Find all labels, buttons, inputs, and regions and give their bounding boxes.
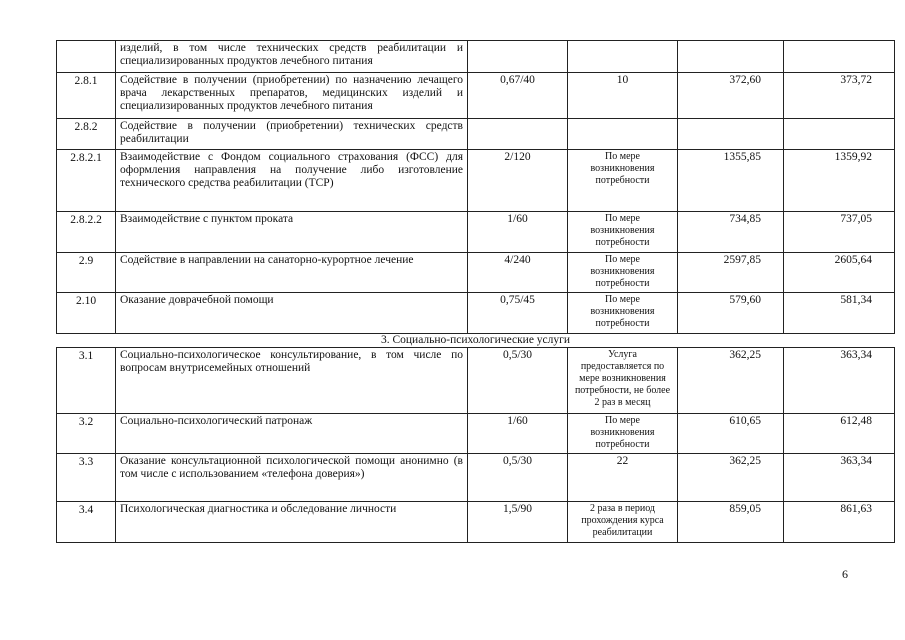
- time-norm: 2/120: [468, 150, 568, 212]
- row-number: 2.8.2.1: [57, 150, 116, 212]
- section-heading: 3. Социально-психологические услуги: [57, 334, 895, 348]
- time-norm: 0,75/45: [468, 293, 568, 334]
- periodicity: [568, 119, 678, 150]
- price-1: 1355,85: [678, 150, 784, 212]
- price-2: [784, 41, 895, 73]
- row-number: 3.1: [57, 348, 116, 414]
- price-1: 610,65: [678, 414, 784, 454]
- table-row: [57, 212, 895, 253]
- table-row: [57, 119, 895, 150]
- row-number: 3.3: [57, 454, 116, 502]
- time-norm: [468, 41, 568, 73]
- price-1: 362,25: [678, 348, 784, 414]
- price-2: 612,48: [784, 414, 895, 454]
- time-norm: [468, 119, 568, 150]
- service-name: Социально-психологическое консультирование, в том числе по вопросам внутрисемейных отношений: [116, 348, 468, 414]
- price-2: [784, 119, 895, 150]
- time-norm: 4/240: [468, 253, 568, 293]
- service-name: Содействие в получении (приобретении) по назначению лечащего врача лекарственных препаратов, медицинских изделий и специализированных продуктов лечебного питания: [116, 73, 468, 119]
- price-2: 373,72: [784, 73, 895, 119]
- price-2: 363,34: [784, 348, 895, 414]
- table-row: [57, 293, 895, 334]
- row-number: 3.4: [57, 502, 116, 543]
- table-row: [57, 41, 895, 73]
- service-name: Содействие в получении (приобретении) технических средств реабилитации: [116, 119, 468, 150]
- periodicity: По мере возникновения потребности: [568, 414, 678, 454]
- price-2: 581,34: [784, 293, 895, 334]
- service-name: Взаимодействие с Фондом социального страхования (ФСС) для оформления направления на получение либо изготовление технического средства реабилитации (ТСР): [116, 150, 468, 212]
- services-table: [56, 40, 895, 543]
- service-name: Социально-психологический патронаж: [116, 414, 468, 454]
- section-row: [57, 334, 895, 348]
- row-number: 2.8.2: [57, 119, 116, 150]
- price-1: 579,60: [678, 293, 784, 334]
- time-norm: 1/60: [468, 414, 568, 454]
- periodicity: По мере возникновения потребности: [568, 293, 678, 334]
- price-1: [678, 119, 784, 150]
- service-name: Оказание доврачебной помощи: [116, 293, 468, 334]
- row-number: 2.10: [57, 293, 116, 334]
- service-name: изделий, в том числе технических средств реабилитации и специализированных продуктов лечебного питания: [116, 41, 468, 73]
- periodicity: По мере возникновения потребности: [568, 150, 678, 212]
- price-1: 2597,85: [678, 253, 784, 293]
- price-2: 363,34: [784, 454, 895, 502]
- service-name: Содействие в направлении на санаторно-курортное лечение: [116, 253, 468, 293]
- row-number: 2.8.2.2: [57, 212, 116, 253]
- time-norm: 1/60: [468, 212, 568, 253]
- periodicity: По мере возникновения потребности: [568, 253, 678, 293]
- price-2: 861,63: [784, 502, 895, 543]
- table-row: [57, 502, 895, 543]
- table-row: [57, 414, 895, 454]
- price-1: 859,05: [678, 502, 784, 543]
- table-row: [57, 150, 895, 212]
- price-2: 1359,92: [784, 150, 895, 212]
- periodicity: 10: [568, 73, 678, 119]
- price-1: 734,85: [678, 212, 784, 253]
- row-number: [57, 41, 116, 73]
- table-row: [57, 454, 895, 502]
- row-number: 2.9: [57, 253, 116, 293]
- service-name: Психологическая диагностика и обследование личности: [116, 502, 468, 543]
- price-2: 2605,64: [784, 253, 895, 293]
- periodicity: [568, 41, 678, 73]
- price-1: 362,25: [678, 454, 784, 502]
- periodicity: По мере возникновения потребности: [568, 212, 678, 253]
- periodicity: Услуга предоставляется по мере возникновения потребности, не более 2 раз в месяц: [568, 348, 678, 414]
- row-number: 2.8.1: [57, 73, 116, 119]
- periodicity: 22: [568, 454, 678, 502]
- time-norm: 0,67/40: [468, 73, 568, 119]
- service-name: Взаимодействие с пунктом проката: [116, 212, 468, 253]
- price-1: [678, 41, 784, 73]
- price-1: 372,60: [678, 73, 784, 119]
- page-number: 6: [842, 567, 848, 581]
- time-norm: 0,5/30: [468, 348, 568, 414]
- table-row: [57, 73, 895, 119]
- time-norm: 0,5/30: [468, 454, 568, 502]
- time-norm: 1,5/90: [468, 502, 568, 543]
- price-2: 737,05: [784, 212, 895, 253]
- table-row: [57, 348, 895, 414]
- row-number: 3.2: [57, 414, 116, 454]
- periodicity: 2 раза в период прохождения курса реабилитации: [568, 502, 678, 543]
- service-name: Оказание консультационной психологической помощи анонимно (в том числе с использованием «телефона доверия»): [116, 454, 468, 502]
- table-row: [57, 253, 895, 293]
